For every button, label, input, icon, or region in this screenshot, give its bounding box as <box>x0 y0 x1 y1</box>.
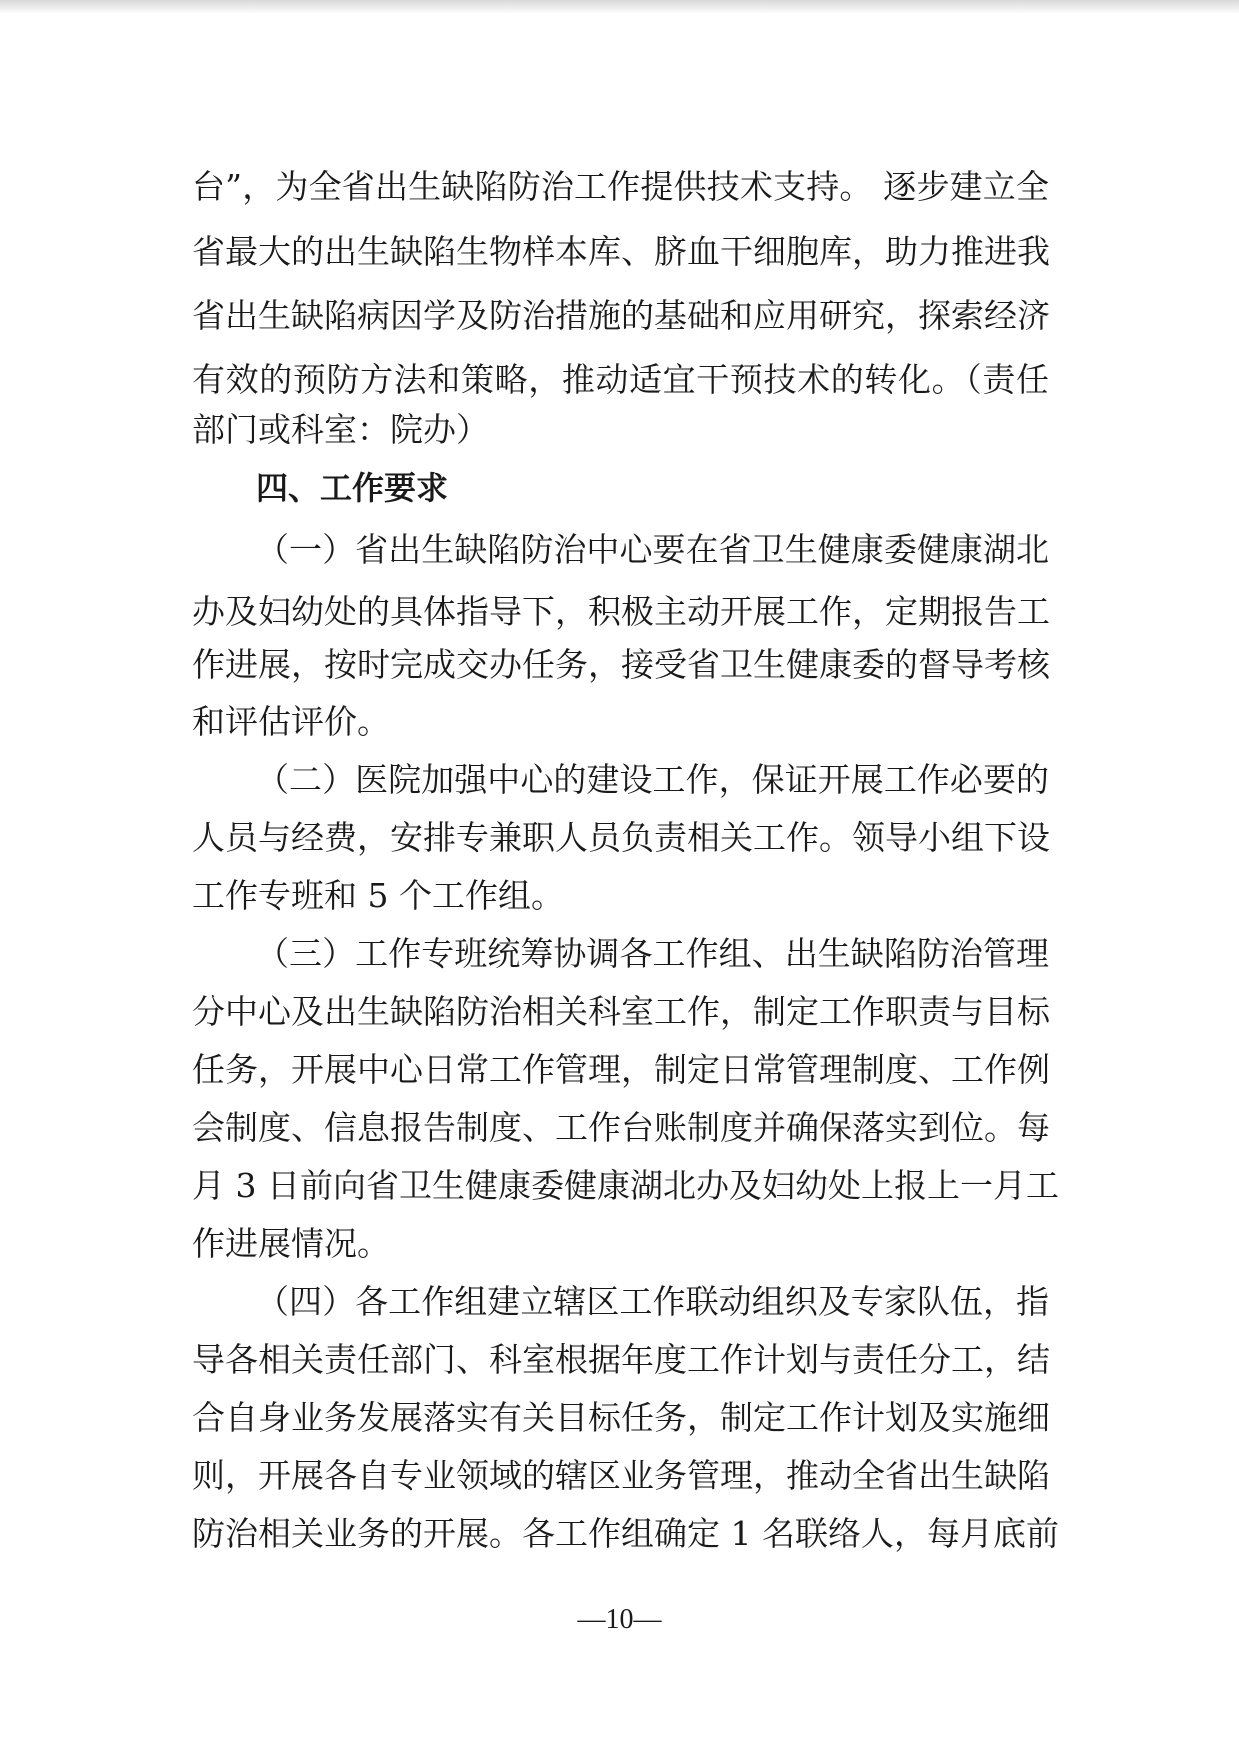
section-heading: 四、工作要求 <box>256 469 449 507</box>
body-text-line: 导各相关责任部门、科室根据年度工作计划与责任分工，结 <box>192 1340 1050 1379</box>
body-text-line: 作进展，按时完成交办任务，接受省卫生健康委的督导考核 <box>192 645 1050 684</box>
paragraph-first-line: （二）医院加强中心的建设工作，保证开展工作必要的 <box>256 760 1049 799</box>
body-text-line: 任务，开展中心日常工作管理，制定日常管理制度、工作例 <box>192 1050 1050 1089</box>
body-text-line: 省最大的出生缺陷生物样本库、脐血干细胞库，助力推进我 <box>192 232 1050 271</box>
page-number: —10— <box>577 1604 662 1635</box>
body-text-line: 人员与经费，安排专兼职人员负责相关工作。领导小组下设 <box>192 818 1050 857</box>
paragraph-first-line: （一）省出生缺陷防治中心要在省卫生健康委健康湖北 <box>256 530 1049 569</box>
body-text-line: 办及妇幼处的具体指导下，积极主动开展工作，定期报告工 <box>192 592 1050 631</box>
body-text-line: 工作专班和 5 个工作组。 <box>192 876 564 915</box>
body-text-line: 部门或科室：院办） <box>192 410 489 449</box>
body-text-line: 作进展情况。 <box>192 1224 390 1263</box>
body-text-line: 合自身业务发展落实有关目标任务，制定工作计划及实施细 <box>192 1398 1050 1437</box>
body-text-line: 和评估评价。 <box>192 702 390 741</box>
body-text-line: 台”，为全省出生缺陷防治工作提供技术支持。 逐步建立全 <box>192 167 1049 206</box>
paragraph-first-line: （四）各工作组建立辖区工作联动组织及专家队伍，指 <box>256 1282 1049 1321</box>
body-text-line: 月 3 日前向省卫生健康委健康湖北办及妇幼处上报上一月工 <box>192 1166 1059 1205</box>
body-text-line: 防治相关业务的开展。各工作组确定 1 名联络人，每月底前 <box>192 1514 1059 1553</box>
body-text-line: 则，开展各自专业领域的辖区业务管理，推动全省出生缺陷 <box>192 1456 1050 1495</box>
body-text-line: 有效的预防方法和策略，推动适宜干预技术的转化。（责任 <box>192 360 1049 399</box>
body-text-line: 省出生缺陷病因学及防治措施的基础和应用研究，探索经济 <box>192 296 1050 335</box>
body-text-line: 会制度、信息报告制度、工作台账制度并确保落实到位。每 <box>192 1108 1050 1147</box>
paragraph-first-line: （三）工作专班统筹协调各工作组、出生缺陷防治管理 <box>256 934 1049 973</box>
body-text-line: 分中心及出生缺陷防治相关科室工作，制定工作职责与目标 <box>192 992 1050 1031</box>
